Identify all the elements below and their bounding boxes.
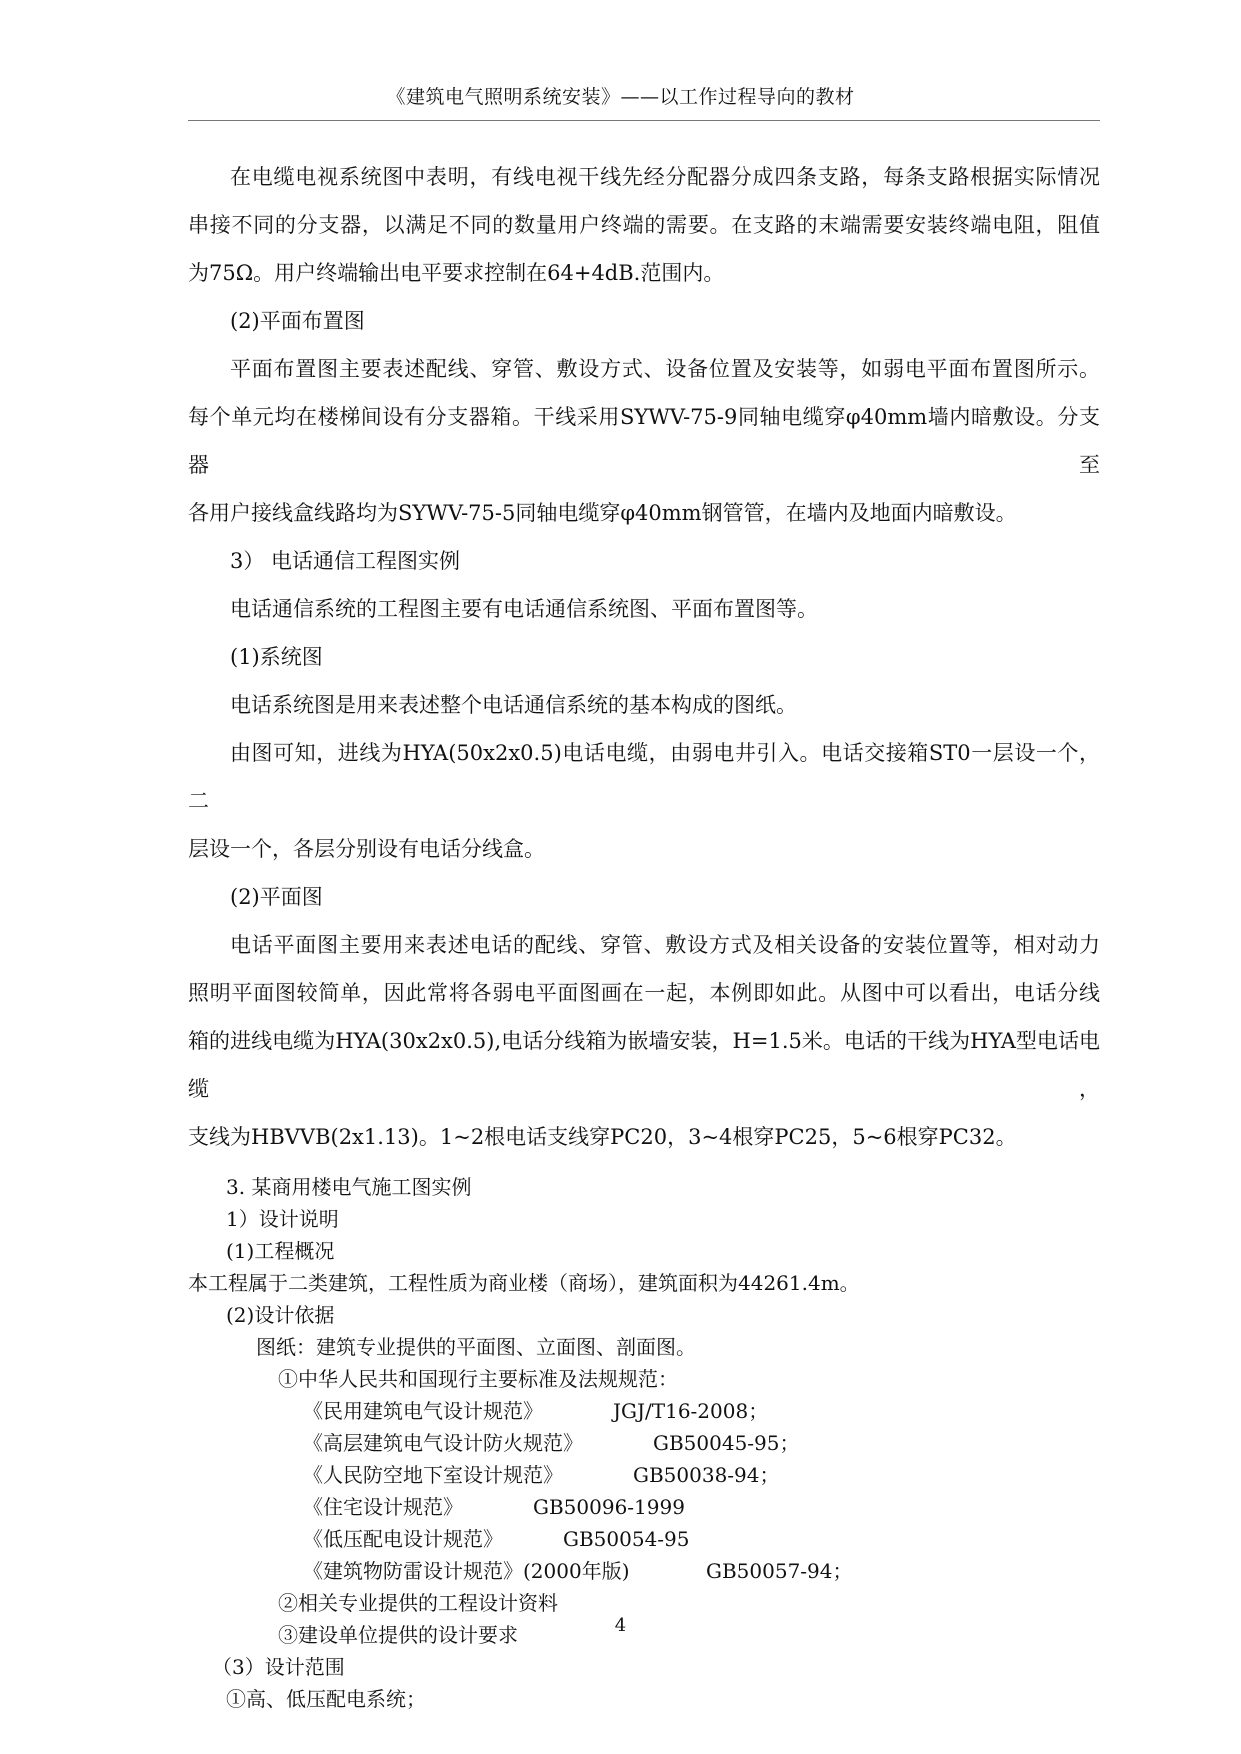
design-notes-heading: 1）设计说明: [226, 1207, 339, 1231]
standards-heading: ①中华人民共和国现行主要标准及法规规范：: [278, 1367, 678, 1391]
standard-name: 《高层建筑电气设计防火规范》: [303, 1431, 583, 1455]
standard-code: GB50045-95；: [653, 1431, 800, 1455]
drawings-line: 图纸：建筑专业提供的平面图、立面图、剖面图。: [256, 1335, 696, 1359]
standard-name: 《人民防空地下室设计规范》: [303, 1463, 563, 1487]
cabletv-para-1-line-3: 为75Ω。用户终端输出电平要求控制在64+4dB.范围内。: [188, 261, 725, 285]
telephone-detail-line-1: 由图可知，进线为HYA(50x2x0.5)电话电缆，由弱电井引入。电话交接箱ST0一层设一个，二: [188, 741, 1100, 813]
telephone-intro: 电话通信系统的工程图主要有电话通信系统图、平面布置图等。: [230, 597, 818, 621]
commercial-heading: 3. 某商用楼电气施工图实例: [226, 1175, 472, 1199]
standard-name: 《低压配电设计规范》: [303, 1527, 503, 1551]
standard-name: 《民用建筑电气设计规范》: [303, 1399, 543, 1423]
owner-requirements-item: ③建设单位提供的设计要求: [278, 1623, 518, 1647]
cabletv-para-1-line-2: 串接不同的分支器，以满足不同的数量用户终端的需要。在支路的末端需要安装终端电阻，阻值: [188, 213, 1100, 237]
document-body: [188, 153, 1100, 1715]
standard-row: [188, 1459, 1100, 1491]
standard-name: 《住宅设计规范》: [303, 1495, 463, 1519]
header-rule: [188, 120, 1100, 121]
telephone-plan-line-4: 支线为HBVVB(2x1.13)。1~2根电话支线穿PC20，3~4根穿PC25，5~6根穿PC32。: [188, 1125, 1017, 1149]
scope-item-1: ①高、低压配电系统；: [226, 1687, 426, 1711]
standard-code: GB50054-95: [563, 1527, 690, 1551]
cabletv-para-2-line-3: 各用户接线盒线路均为SYWV-75-5同轴电缆穿φ40mm钢管管，在墙内及地面内暗敷设。: [188, 501, 1017, 525]
related-info-item: ②相关专业提供的工程设计资料: [278, 1591, 558, 1615]
standard-row: [188, 1395, 1100, 1427]
cabletv-plan-subheading: (2)平面布置图: [230, 309, 365, 333]
standard-name: 《建筑物防雷设计规范》(2000年版): [303, 1559, 630, 1583]
standard-code: GB50096-1999: [533, 1495, 685, 1519]
telephone-system-subheading: (1)系统图: [230, 645, 323, 669]
standard-code: JGJ/T16-2008；: [613, 1399, 769, 1423]
telephone-plan-line-2: 照明平面图较简单，因此常将各弱电平面图画在一起，本例即如此。从图中可以看出，电话分线: [188, 981, 1100, 1005]
telephone-plan-subheading: (2)平面图: [230, 885, 323, 909]
cabletv-para-1-line-1: 在电缆电视系统图中表明，有线电视干线先经分配器分成四条支路，每条支路根据实际情况: [230, 165, 1100, 189]
standard-row: [188, 1523, 1100, 1555]
standard-code: GB50057-94；: [706, 1559, 853, 1583]
overview-heading: (1)工程概况: [226, 1239, 335, 1263]
standard-row: [188, 1555, 1100, 1587]
basis-heading: (2)设计依据: [226, 1303, 335, 1327]
cabletv-para-2-line-2: 每个单元均在楼梯间设有分支器箱。干线采用SYWV-75-9同轴电缆穿φ40mm墙内暗敷设。分支器至: [188, 405, 1100, 477]
standard-row: [188, 1427, 1100, 1459]
telephone-detail-line-2: 层设一个，各层分别设有电话分线盒。: [188, 837, 545, 861]
cabletv-para-2-line-1: 平面布置图主要表述配线、穿管、敷设方式、设备位置及安装等，如弱电平面布置图所示。: [230, 357, 1100, 381]
standard-code: GB50038-94；: [633, 1463, 780, 1487]
telephone-heading: 3） 电话通信工程图实例: [230, 549, 461, 573]
telephone-plan-line-1: 电话平面图主要用来表述电话的配线、穿管、敷设方式及相关设备的安装位置等，相对动力: [230, 933, 1100, 957]
scope-heading: （3）设计范围: [212, 1655, 345, 1679]
standard-row: [188, 1491, 1100, 1523]
telephone-plan-line-3: 箱的进线电缆为HYA(30x2x0.5),电话分线箱为嵌墙安装，H=1.5米。电话的干线为HYA型电话电缆，: [188, 1029, 1100, 1101]
page-header-title: 《建筑电气照明系统安装》——以工作过程导向的教材: [386, 86, 855, 108]
page-number: 4: [614, 1615, 627, 1636]
telephone-system-para: 电话系统图是用来表述整个电话通信系统的基本构成的图纸。: [230, 693, 797, 717]
overview-text: 本工程属于二类建筑，工程性质为商业楼（商场），建筑面积为44261.4m。: [188, 1271, 860, 1295]
